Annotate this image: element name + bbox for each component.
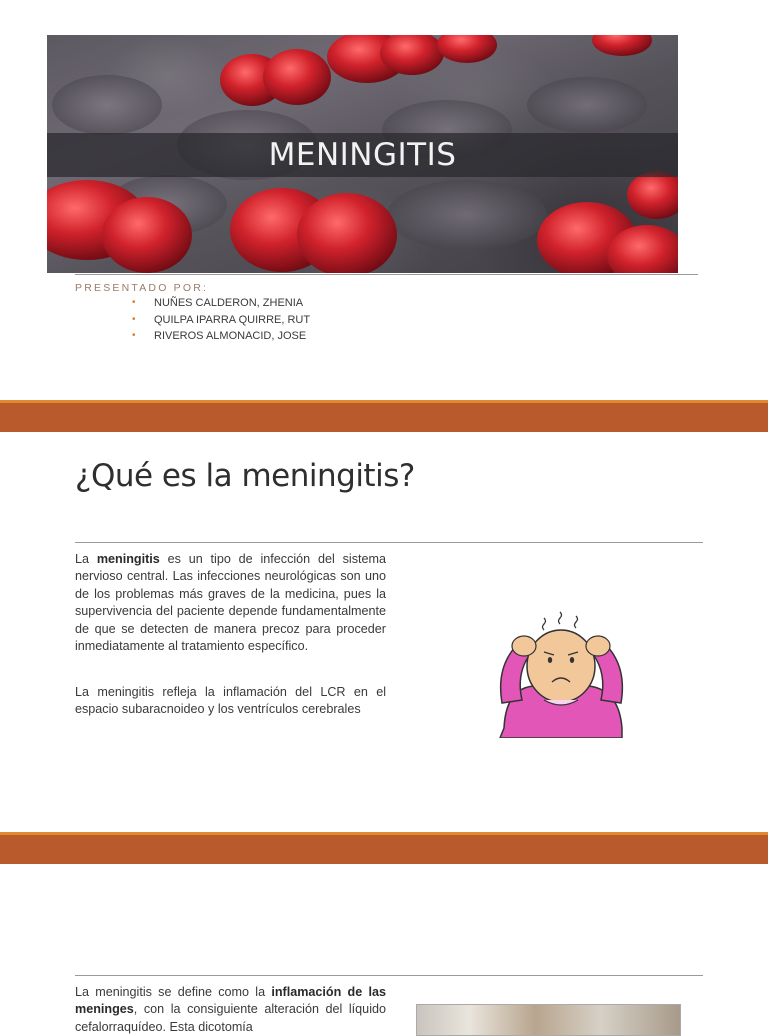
bullet-icon: • [132,313,136,325]
bullet-icon: • [132,330,136,341]
paragraph-definition [75,551,386,655]
bold-term: inflamación de las meninges [75,985,386,1017]
presenter-name: RIVEROS ALMONACID, JOSE [154,330,307,342]
slide-separator-bar [0,832,768,864]
divider [75,274,698,275]
slide-separator-bar [0,400,768,432]
bold-term: meningitis [96,552,160,566]
list-item [132,295,310,312]
bullet-icon: • [132,297,136,308]
paragraph-inflammation: La meningitis refleja la inflamación del LCR en el espacio subaracnoideo y los ventrículos cerebrales [75,685,386,717]
divider [75,975,703,976]
text-run: , con la consiguiente alteración del líquido cefalorraquídeo. Esta dicotomía [75,1002,386,1034]
title-band [47,133,678,177]
list-item [132,328,310,345]
divider [75,542,703,543]
medical-photo [416,1004,681,1036]
presenter-name: NUÑES CALDERON, ZHENIA [154,297,304,309]
bacteria-banner-image [47,35,678,273]
slide-title: MENINGITIS [268,137,457,173]
paragraph-meninges [75,984,386,1036]
title-slide [0,0,768,400]
text-run: La [75,552,97,566]
list-item [132,312,310,329]
text-run: La meningitis se define como la [75,985,272,999]
presenter-name: QUILPA IPARRA QUIRRE, RUT [154,313,311,326]
text-run: es un tipo de infección del sistema nervioso central. Las infecciones neurológicas son uno de los problemas más graves de la medicina, pues la supervivencia del paciente depende fundamentalmente de que se detecten de manera precoz para proceder inmediatamente al tratamiento específico. [75,552,387,654]
headache-cartoon-image [494,608,629,738]
presented-by-label: PRESENTADO POR: [75,282,209,294]
slide-heading: ¿Qué es la meningitis? [75,458,415,494]
presenter-list [132,295,310,345]
